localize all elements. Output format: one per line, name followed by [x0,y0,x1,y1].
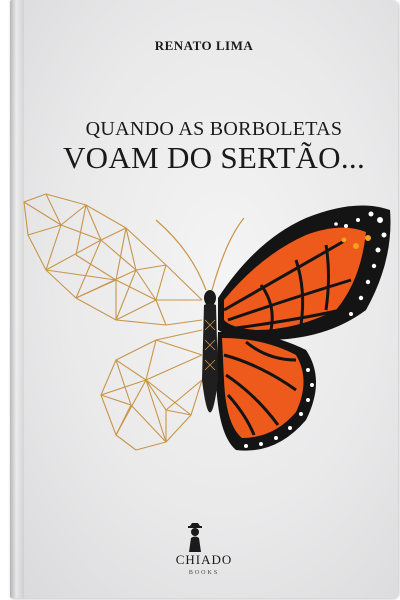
title-line-1: QUANDO AS BORBOLETAS [85,118,343,140]
butterfly-illustration [10,180,394,470]
antennae [156,218,244,290]
author-name: RENATO LIMA [154,38,254,53]
wire-butterfly-wing-icon [24,194,202,450]
publisher-name: CHIADO [175,552,233,567]
title-line-2: VOAM DO SERTÃO... [62,140,366,175]
butterfly-body [202,290,218,413]
publisher-subtitle: BOOKS [188,570,220,576]
monarch-butterfly-wing-icon [216,206,391,451]
publisher-figure-icon [183,520,207,554]
book-cover [10,0,398,598]
